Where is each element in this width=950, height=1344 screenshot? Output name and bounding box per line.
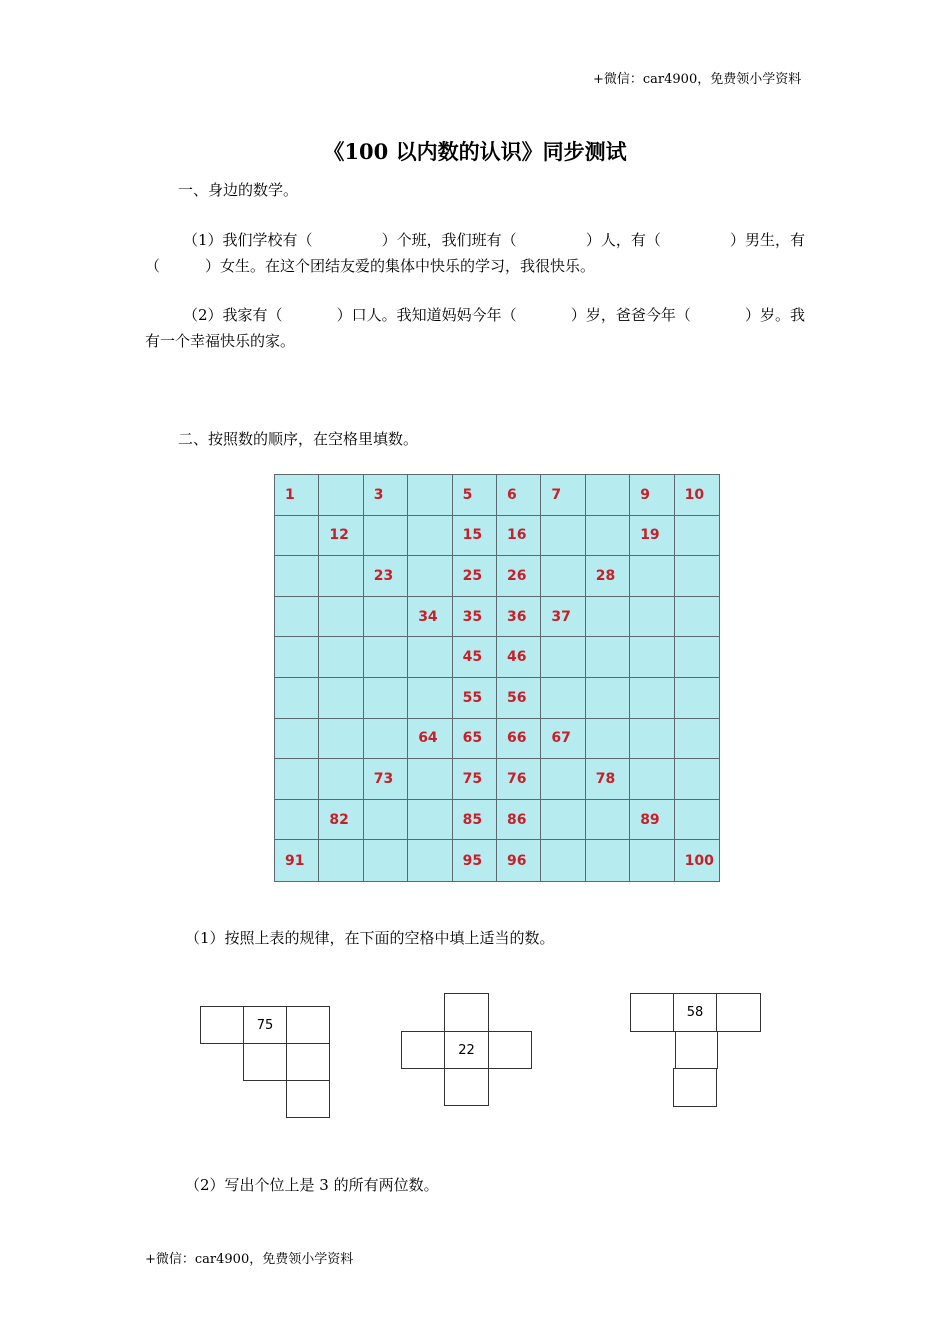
grid-cell-number: 86 [497,800,541,841]
grid-cell-number: 6 [497,475,541,516]
grid-cell-blank[interactable] [541,637,585,678]
grid-cell-blank[interactable] [408,516,452,557]
grid-cell-blank[interactable] [364,637,408,678]
grid-cell-blank[interactable] [275,597,319,638]
shape-3-box[interactable] [673,1068,717,1107]
grid-cell-number: 34 [408,597,452,638]
page-title: 《100 以内数的认识》同步测试 [323,139,627,164]
shape-2-box[interactable] [488,1031,532,1069]
grid-cell-blank[interactable] [586,637,630,678]
q2-part-2: ）口人。我知道妈妈今年（ [336,306,517,324]
shape-1-box[interactable] [200,1006,244,1044]
grid-cell-blank[interactable] [675,800,719,841]
grid-cell-blank[interactable] [541,840,585,881]
grid-cell-blank[interactable] [275,800,319,841]
grid-cell-blank[interactable] [630,597,674,638]
grid-cell-number: 76 [497,759,541,800]
grid-cell-blank[interactable] [630,637,674,678]
grid-cell-blank[interactable] [319,597,363,638]
grid-cell-number: 82 [319,800,363,841]
grid-cell-blank[interactable] [586,475,630,516]
q2-part-1: （2）我家有（ [183,306,283,324]
grid-cell-number: 36 [497,597,541,638]
section1-q2-line1 [145,304,805,325]
grid-cell-blank[interactable] [319,556,363,597]
section1-q2-line2: 有一个幸福快乐的家。 [145,332,296,350]
section2-heading: 二、按照数的顺序，在空格里填数。 [178,430,419,448]
q1-part-4: ）男生，有 [729,231,805,249]
grid-cell-blank[interactable] [630,678,674,719]
grid-cell-number: 89 [630,800,674,841]
grid-cell-number: 23 [364,556,408,597]
grid-cell-number: 25 [453,556,497,597]
grid-cell-blank[interactable] [408,475,452,516]
grid-cell-number: 55 [453,678,497,719]
grid-cell-number: 56 [497,678,541,719]
shape-1-box[interactable] [286,1080,330,1118]
grid-cell-number: 15 [453,516,497,557]
grid-cell-number: 5 [453,475,497,516]
grid-cell-blank[interactable] [408,840,452,881]
grid-cell-blank[interactable] [408,678,452,719]
grid-cell-number: 75 [453,759,497,800]
grid-cell-number: 35 [453,597,497,638]
grid-cell-number: 91 [275,840,319,881]
shape-2-box[interactable] [401,1031,445,1069]
grid-cell-blank[interactable] [319,678,363,719]
shape-2-box[interactable] [444,993,489,1032]
grid-cell-number: 65 [453,719,497,760]
grid-cell-number: 73 [364,759,408,800]
grid-cell-number: 45 [453,637,497,678]
grid-cell-blank[interactable] [408,800,452,841]
grid-cell-number: 100 [684,852,714,869]
grid-cell-blank[interactable] [630,759,674,800]
grid-cell-blank[interactable] [408,759,452,800]
grid-cell-blank[interactable] [630,719,674,760]
hundred-number-grid [274,474,720,882]
shape-3-box[interactable] [630,993,674,1032]
grid-cell-blank[interactable] [675,759,719,800]
grid-cell-blank[interactable] [541,800,585,841]
grid-cell-number: 37 [541,597,585,638]
grid-cell-blank[interactable] [675,678,719,719]
grid-cell-blank[interactable] [675,516,719,557]
shape-1-given-box: 75 [243,1006,287,1044]
grid-cell-blank[interactable] [408,637,452,678]
grid-cell-blank[interactable] [319,719,363,760]
q1-part-2: ）个班，我们班有（ [381,231,517,249]
grid-cell-blank[interactable] [541,678,585,719]
grid-cell-blank[interactable] [364,597,408,638]
section2-q2: （2）写出个位上是 3 的所有两位数。 [185,1176,439,1194]
shape-1-box[interactable] [286,1006,330,1044]
grid-cell-blank[interactable] [541,556,585,597]
grid-cell-number: 3 [364,475,408,516]
grid-cell-number: 19 [630,516,674,557]
grid-cell-blank[interactable] [319,637,363,678]
grid-cell-blank[interactable] [675,556,719,597]
shape-3-given-box: 58 [673,993,717,1032]
shape-1-box[interactable] [286,1043,330,1081]
grid-cell-blank[interactable] [586,678,630,719]
grid-cell-blank[interactable] [675,597,719,638]
grid-cell-blank[interactable] [541,759,585,800]
grid-cell-blank[interactable] [586,840,630,881]
grid-cell-blank[interactable] [319,840,363,881]
grid-cell-number: 46 [497,637,541,678]
grid-cell-blank[interactable] [586,800,630,841]
grid-cell-blank[interactable] [275,516,319,557]
shape-3-box[interactable] [675,1031,718,1069]
grid-cell-blank[interactable] [275,719,319,760]
grid-cell-number: 26 [497,556,541,597]
grid-cell-blank[interactable] [319,759,363,800]
grid-cell-number: 28 [586,556,630,597]
grid-cell-blank[interactable] [364,719,408,760]
grid-cell-number: 66 [497,719,541,760]
grid-cell-blank[interactable] [586,516,630,557]
section1-heading: 一、身边的数学。 [178,181,299,199]
grid-cell-blank[interactable] [275,678,319,719]
section1-q1-line2: （ ）女生。在这个团结友爱的集体中快乐的学习，我很快乐。 [145,257,596,275]
q1-part-1: （1）我们学校有（ [183,231,313,249]
grid-cell-blank[interactable] [364,800,408,841]
grid-cell-blank[interactable] [675,719,719,760]
shape-1 [200,1006,332,1120]
grid-cell-blank[interactable] [541,516,585,557]
q1-part-3: ）人，有（ [585,231,661,249]
grid-cell-number: 12 [319,516,363,557]
shape-1-box[interactable] [243,1043,287,1081]
header-watermark: +微信：car4900，免费领小学资料 [593,72,802,87]
shape-2-box[interactable] [444,1068,489,1106]
grid-cell-blank[interactable] [364,840,408,881]
grid-cell-blank[interactable] [675,637,719,678]
section2-q1: （1）按照上表的规律，在下面的空格中填上适当的数。 [185,929,555,947]
grid-cell-number: 9 [630,475,674,516]
shape-2 [401,993,533,1107]
footer-watermark: +微信：car4900，免费领小学资料 [145,1252,354,1267]
grid-cell-blank[interactable] [275,556,319,597]
grid-cell-number: 95 [453,840,497,881]
grid-cell-blank[interactable] [364,516,408,557]
grid-cell-number: 64 [408,719,452,760]
section1-q1-line1 [145,229,805,250]
q2-part-3: ）岁，爸爸今年（ [570,306,691,324]
grid-cell-blank[interactable] [364,678,408,719]
grid-cell-blank[interactable] [586,719,630,760]
grid-cell-blank[interactable] [630,840,674,881]
grid-cell-number: 7 [541,475,585,516]
grid-cell-number: 67 [541,719,585,760]
grid-cell-blank[interactable] [408,556,452,597]
q2-part-4: ）岁。我 [744,306,805,324]
shape-2-given-box: 22 [444,1031,489,1069]
grid-cell-blank[interactable] [275,637,319,678]
grid-cell-blank[interactable] [319,475,363,516]
grid-cell-number: 85 [453,800,497,841]
grid-cell-number: 10 [675,475,719,516]
grid-cell-blank[interactable] [630,556,674,597]
grid-cell-number: 96 [497,840,541,881]
grid-cell-number: 78 [586,759,630,800]
grid-cell-blank[interactable] [275,759,319,800]
grid-cell-number: 16 [497,516,541,557]
shape-3 [630,993,762,1107]
grid-cell-blank[interactable] [586,597,630,638]
shape-3-box[interactable] [716,993,761,1032]
grid-cell-number: 1 [275,475,319,516]
